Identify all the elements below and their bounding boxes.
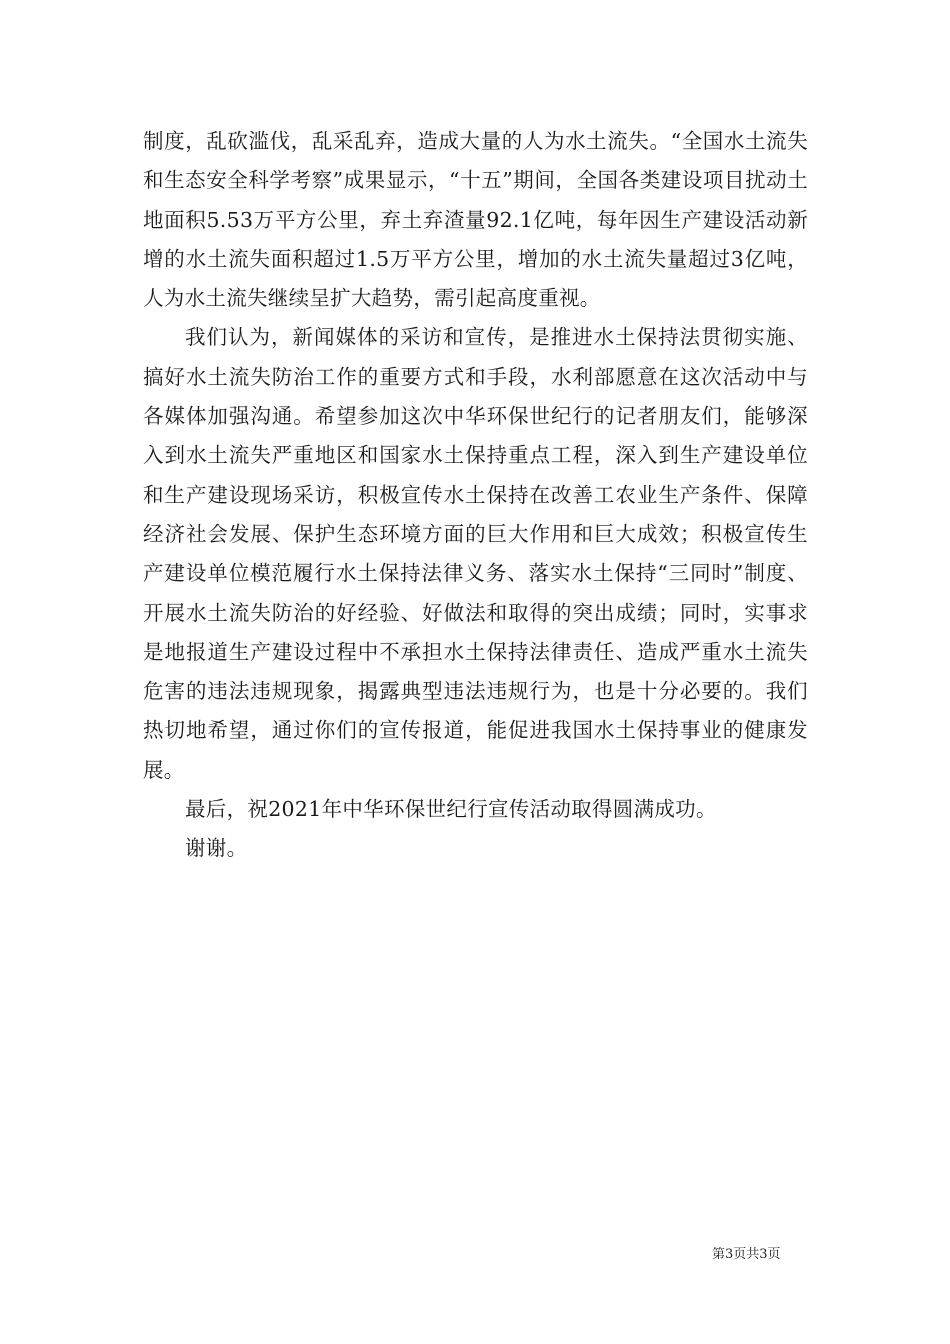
paragraph-closing-wish: 最后，祝2021年中华环保世纪行宣传活动取得圆满成功。 bbox=[185, 797, 717, 822]
document-body bbox=[143, 122, 808, 869]
page-number: 第3页共3页 bbox=[712, 1247, 781, 1262]
paragraph-media-role: 我们认为，新闻媒体的采访和宣传，是推进水土保持法贯彻实施、搞好水土流失防治工作的重要方式和手段，水利部愿意在这次活动中与各媒体加强沟通。希望参加这次中华环保世纪行的记者朋友们，能够深入到水土流失严重地区和国家水土保持重点工程，深入到生产建设单位和生产建设现场采访，积极宣传水土保持在改善工农业生产条件、保障经济社会发展、保护生态环境方面的巨大作用和巨大成效；积极宣传生产建设单位模范履行水土保持法律义务、落实水土保持“三同时”制度、开展水土流失防治的好经验、好做法和取得的突出成绩；同时，实事求是地报道生产建设过程中不承担水土保持法律责任、造成严重水土流失危害的违法违规现象，揭露典型违法违规行为，也是十分必要的。我们热切地希望，通过你们的宣传报道，能促进我国水土保持事业的健康发展。 bbox=[143, 325, 808, 782]
paragraph-continuation: 制度，乱砍滥伐，乱采乱弃，造成大量的人为水土流失。“全国水土流失和生态安全科学考察”成果显示，“十五”期间，全国各类建设项目扰动土地面积5.53万平方公里，弃土弃渣量92.1亿吨，每年因生产建设活动新增的水土流失面积超过1.5万平方公里，增加的水土流失量超过3亿吨，人为水土流失继续呈扩大趋势，需引起高度重视。 bbox=[143, 129, 808, 311]
paragraph-thanks: 谢谢。 bbox=[185, 836, 248, 861]
